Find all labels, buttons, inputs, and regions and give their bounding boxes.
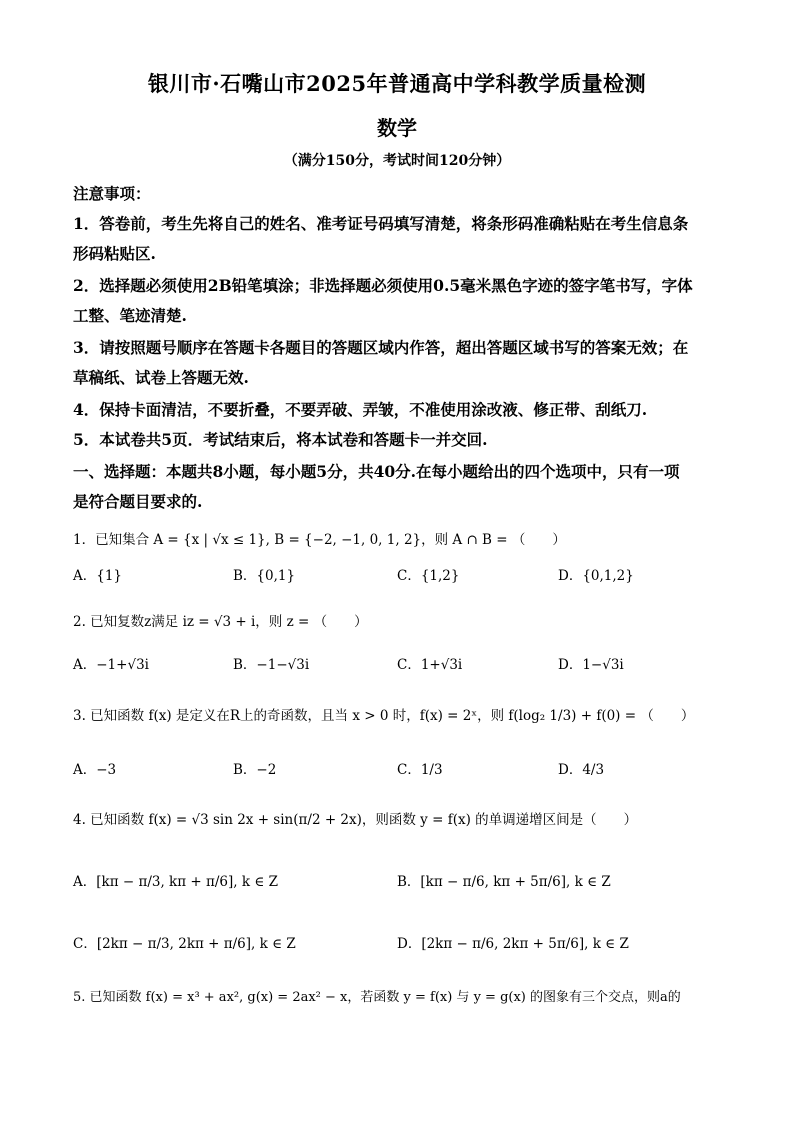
exam-title: 银川市·石嘴山市2025年普通高中学科教学质量检测: [147, 71, 647, 96]
notice-line: 草稿纸、试卷上答题无效.: [73, 368, 249, 387]
q1-option-b: B．{0,1}: [233, 568, 296, 584]
q3-option-d: D．4/3: [558, 762, 605, 778]
q3-option-a: A．−3: [73, 762, 117, 778]
question-3-stem: 3. 已知函数 f(x) 是定义在R上的奇函数，且当 x > 0 时，f(x) = 2ˣ，则 f(log₂ 1/3) + f(0) = （ ）: [73, 708, 695, 724]
q1-option-a: A．{1}: [73, 568, 123, 584]
q4-option-d: D．[2kπ − π/6, 2kπ + 5π/6], k ∈ Z: [397, 936, 629, 952]
notice-line: 工整、笔迹清楚.: [73, 306, 187, 325]
subject-heading: 数学: [377, 116, 417, 140]
q1-option-c: C．{1,2}: [397, 568, 460, 584]
q1-option-d: D．{0,1,2}: [558, 568, 634, 584]
q2-option-c: C．1+√3i: [397, 657, 463, 673]
question-4-stem: 4. 已知函数 f(x) = √3 sin 2x + sin(π/2 + 2x)，则函数 y = f(x) 的单调递增区间是（ ）: [73, 812, 638, 828]
q2-option-b: B．−1−√3i: [233, 657, 310, 673]
question-2-stem: 2. 已知复数z满足 iz = √3 + i，则 z = （ ）: [73, 614, 368, 630]
q4-option-a: A．[kπ − π/3, kπ + π/6], k ∈ Z: [73, 874, 278, 890]
question-1-stem: 1．已知集合 A = {x | √x ≤ 1}, B = {−2, −1, 0, 1, 2}，则 A ∩ B = （ ）: [73, 532, 566, 548]
notice-line: 3．请按照题号顺序在答题卡各题目的答题区域内作答，超出答题区域书写的答案无效；在: [73, 338, 689, 357]
q3-option-c: C．1/3: [397, 762, 443, 778]
exam-meta: （满分150分，考试时间120分钟）: [283, 153, 511, 169]
notices-heading: 注意事项：: [73, 184, 151, 203]
notice-line: 5．本试卷共5页．考试结束后，将本试卷和答题卡一并交回.: [73, 430, 488, 449]
q4-option-c: C．[2kπ − π/3, 2kπ + π/6], k ∈ Z: [73, 936, 296, 952]
section-heading: 一、选择题：本题共8小题，每小题5分，共40分.在每小题给出的四个选项中，只有一项: [73, 462, 680, 481]
q4-option-b: B．[kπ − π/6, kπ + 5π/6], k ∈ Z: [397, 874, 611, 890]
notice-line: 4．保持卡面清洁，不要折叠，不要弄破、弄皱，不准使用涂改液、修正带、刮纸刀.: [73, 400, 648, 419]
q2-option-a: A．−1+√3i: [73, 657, 149, 673]
question-5-stem: 5. 已知函数 f(x) = x³ + ax², g(x) = 2ax² − x，若函数 y = f(x) 与 y = g(x) 的图象有三个交点，则a的: [73, 990, 681, 1005]
notice-line: 形码粘贴区.: [73, 244, 156, 263]
section-heading-cont: 是符合题目要求的.: [73, 492, 203, 511]
q3-option-b: B．−2: [233, 762, 277, 778]
notice-line: 1．答卷前，考生先将自己的姓名、准考证号码填写清楚，将条形码准确粘贴在考生信息条: [73, 214, 689, 233]
notice-line: 2．选择题必须使用2B铅笔填涂；非选择题必须使用0.5毫米黑色字迹的签字笔书写，字体: [73, 276, 693, 295]
q2-option-d: D．1−√3i: [558, 657, 624, 673]
